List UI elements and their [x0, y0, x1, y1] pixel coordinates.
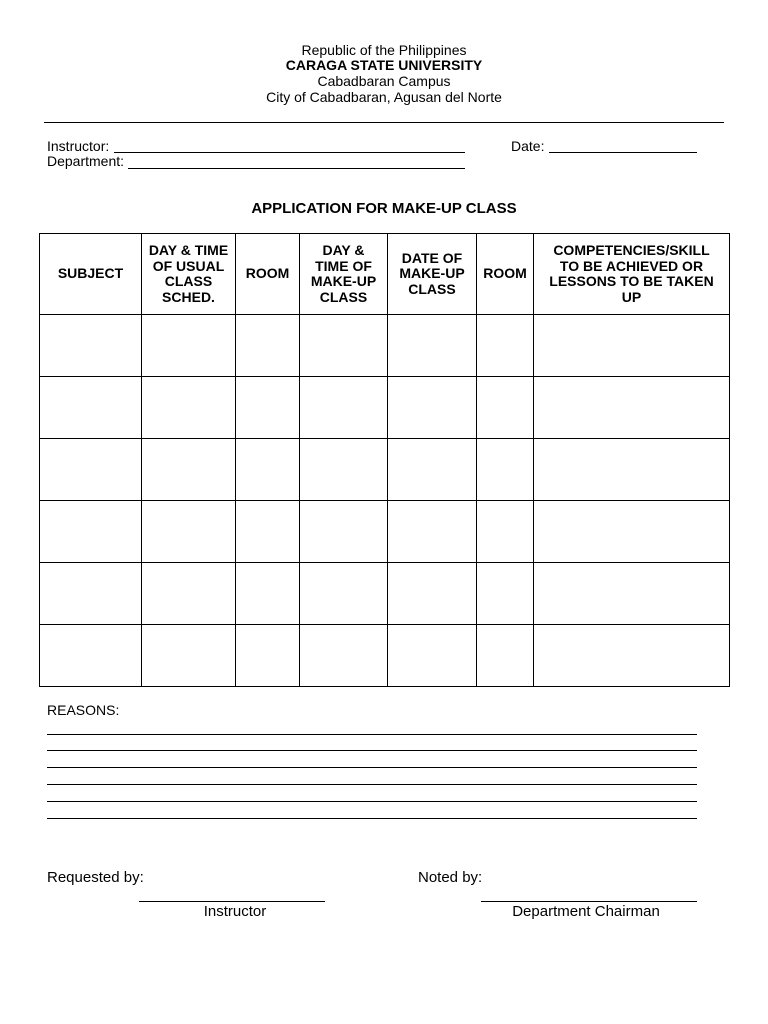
column-header-makeup-date: DATE OF MAKE-UP CLASS	[388, 234, 477, 315]
makeup-class-table	[39, 233, 730, 687]
reasons-line[interactable]	[47, 750, 697, 751]
table-row	[40, 315, 730, 377]
table-cell[interactable]	[388, 625, 477, 687]
reasons-label: REASONS:	[47, 702, 120, 718]
reasons-line[interactable]	[47, 767, 697, 768]
reasons-line[interactable]	[47, 801, 697, 802]
table-cell[interactable]	[300, 563, 388, 625]
table-row	[40, 439, 730, 501]
department-label: Department:	[47, 153, 125, 169]
table-row	[40, 625, 730, 687]
table-cell[interactable]	[534, 315, 730, 377]
header-address: City of Cabadbaran, Agusan del Norte	[266, 89, 502, 105]
reasons-line[interactable]	[47, 784, 697, 785]
table-row	[40, 563, 730, 625]
table-cell[interactable]	[40, 625, 142, 687]
table-cell[interactable]	[388, 563, 477, 625]
table-cell[interactable]	[236, 315, 300, 377]
department-field[interactable]	[128, 168, 465, 169]
reasons-line[interactable]	[47, 818, 697, 819]
table-cell[interactable]	[142, 377, 236, 439]
date-field[interactable]	[549, 152, 697, 153]
instructor-caption: Instructor	[203, 903, 267, 920]
table-cell[interactable]	[142, 439, 236, 501]
table-cell[interactable]	[40, 563, 142, 625]
table-cell[interactable]	[477, 625, 534, 687]
table-row	[40, 501, 730, 563]
table-cell[interactable]	[300, 315, 388, 377]
table-cell[interactable]	[300, 377, 388, 439]
column-header-subject: SUBJECT	[40, 234, 142, 315]
header-republic: Republic of the Philippines	[301, 42, 467, 58]
table-cell[interactable]	[142, 315, 236, 377]
table-cell[interactable]	[40, 501, 142, 563]
table-cell[interactable]	[40, 377, 142, 439]
noted-by-label: Noted by:	[418, 869, 483, 886]
table-cell[interactable]	[388, 315, 477, 377]
table-cell[interactable]	[236, 501, 300, 563]
table-cell[interactable]	[236, 439, 300, 501]
column-header-usual-schedule: DAY & TIME OF USUAL CLASS SCHED.	[142, 234, 236, 315]
column-header-makeup-day-time: DAY & TIME OF MAKE-UP CLASS	[300, 234, 388, 315]
table-cell[interactable]	[477, 563, 534, 625]
table-cell[interactable]	[477, 501, 534, 563]
table-cell[interactable]	[477, 377, 534, 439]
table-row	[40, 377, 730, 439]
table-cell[interactable]	[388, 501, 477, 563]
table-cell[interactable]	[236, 563, 300, 625]
form-title: APPLICATION FOR MAKE-UP CLASS	[251, 200, 517, 217]
header-divider	[44, 122, 724, 123]
column-header-room: ROOM	[236, 234, 300, 315]
table-cell[interactable]	[534, 501, 730, 563]
table-cell[interactable]	[388, 377, 477, 439]
header-campus: Cabadbaran Campus	[317, 73, 451, 89]
header-university: CARAGA STATE UNIVERSITY	[285, 57, 483, 73]
table-cell[interactable]	[534, 563, 730, 625]
chairman-caption: Department Chairman	[512, 903, 660, 920]
table-cell[interactable]	[477, 439, 534, 501]
table-cell[interactable]	[236, 625, 300, 687]
instructor-signature-line[interactable]	[139, 901, 325, 902]
table-cell[interactable]	[40, 315, 142, 377]
requested-by-label: Requested by:	[47, 869, 144, 886]
instructor-field[interactable]	[114, 152, 465, 153]
reasons-line[interactable]	[47, 734, 697, 735]
table-cell[interactable]	[40, 439, 142, 501]
column-header-makeup-room: ROOM	[477, 234, 534, 315]
instructor-label: Instructor:	[47, 138, 110, 154]
table-cell[interactable]	[534, 377, 730, 439]
table-cell[interactable]	[142, 501, 236, 563]
table-cell[interactable]	[534, 625, 730, 687]
chairman-signature-line[interactable]	[481, 901, 697, 902]
table-cell[interactable]	[236, 377, 300, 439]
table-cell[interactable]	[300, 501, 388, 563]
table-cell[interactable]	[300, 439, 388, 501]
table-cell[interactable]	[534, 439, 730, 501]
table-cell[interactable]	[142, 625, 236, 687]
table-header-row	[40, 234, 730, 315]
date-label: Date:	[511, 138, 545, 154]
table-cell[interactable]	[300, 625, 388, 687]
table-cell[interactable]	[388, 439, 477, 501]
table-cell[interactable]	[142, 563, 236, 625]
table-cell[interactable]	[477, 315, 534, 377]
column-header-competencies: COMPETENCIES/SKILL TO BE ACHIEVED OR LESSONS TO BE TAKEN UP	[534, 234, 730, 315]
